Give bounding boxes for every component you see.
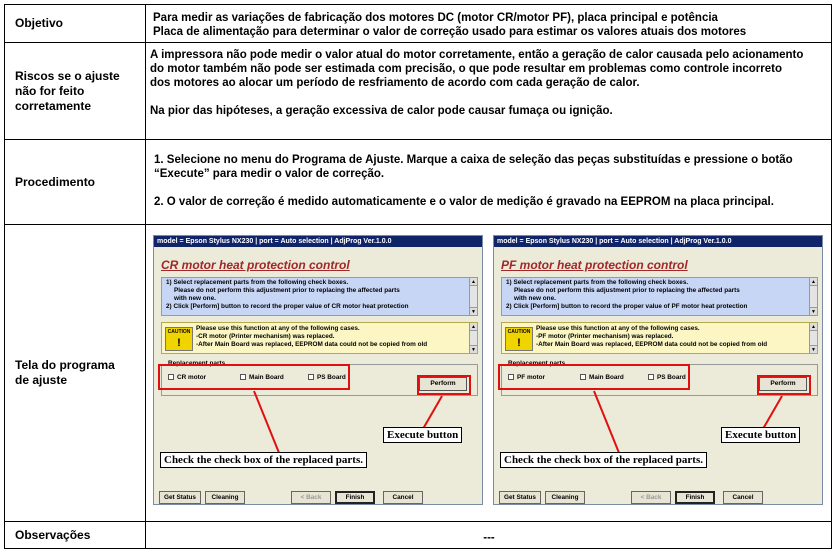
procedimento-step1: 1. Selecione no menu do Programa de Ajuste. Marque a caixa de seleção das peças substituídas e pressione o botão [154, 154, 793, 166]
content-observacoes [147, 522, 831, 548]
caution-label: CAUTION [507, 329, 531, 335]
objetivo-line: Para medir as variações de fabricação dos motores DC (motor CR/motor PF), placa principal e potência [153, 12, 718, 24]
row-tela [5, 225, 831, 522]
checkbox-label: Main Board [589, 374, 624, 381]
execute-callout: Execute button [383, 427, 462, 443]
procedimento-step2: 2. O valor de correção é medido automaticamente e o valor de medição é gravado na EEPROM na placa principal. [154, 196, 774, 208]
scroll-up-icon[interactable]: ▲ [811, 324, 816, 330]
caution-line: Please use this function at any of the following cases. [536, 325, 700, 332]
checkbox-label: Main Board [249, 374, 284, 381]
content-objetivo [147, 5, 831, 42]
dialog-title: CR motor heat protection control [161, 258, 350, 272]
content-tela [147, 225, 831, 521]
objetivo-line: Placa de alimentação para determinar o valor de correção usado para estimar os valores atuais dos motores [153, 26, 747, 38]
instruction-line: Please do not perform this adjustment prior to replacing the affected parts [174, 287, 400, 294]
back-button[interactable]: < Back [631, 491, 671, 504]
instruction-line: Please do not perform this adjustment prior to replacing the affected parts [514, 287, 740, 294]
caution-box [161, 322, 478, 354]
instruction-line: 2) Click [Perform] button to record the proper value of CR motor heat protection [166, 303, 409, 310]
caution-box [501, 322, 818, 354]
highlight-checkboxes [498, 364, 690, 390]
cleaning-button[interactable]: Cleaning [545, 491, 585, 504]
back-button[interactable]: < Back [291, 491, 331, 504]
checkbox-label: PS Board [657, 374, 686, 381]
scroll-up-icon[interactable]: ▲ [811, 279, 816, 285]
tela-label-line: de ajuste [15, 373, 68, 387]
procedimento-step1: “Execute” para medir o valor de correção. [154, 168, 385, 180]
label-tela [5, 225, 146, 521]
caution-text [536, 325, 767, 349]
highlight-checkboxes [158, 364, 350, 390]
adjustment-dialog-pf [493, 235, 823, 505]
instruction-line: 2) Click [Perform] button to record the proper value of PF motor heat protection [506, 303, 748, 310]
highlight-perform [757, 375, 811, 395]
riscos-extra: Na pior das hipóteses, a geração excessiva de calor pode causar fumaça ou ignição. [150, 105, 613, 117]
riscos-label-line: corretamente [15, 98, 92, 113]
row-objetivo [5, 5, 831, 43]
get-status-button[interactable]: Get Status [159, 491, 201, 504]
instructions-box [161, 277, 478, 316]
content-riscos [147, 43, 831, 139]
caution-label: CAUTION [167, 329, 191, 335]
caution-line: -After Main Board was replaced, EEPROM data could not be copied from old [196, 341, 428, 348]
highlight-perform [417, 375, 471, 395]
perform-button[interactable]: Perform [419, 377, 467, 391]
checkbox-label: PF motor [517, 374, 546, 381]
caution-icon [505, 327, 533, 351]
cancel-button[interactable]: Cancel [383, 491, 423, 504]
checkbox-label: PS Board [317, 374, 346, 381]
cleaning-button[interactable]: Cleaning [205, 491, 245, 504]
perform-button[interactable]: Perform [759, 377, 807, 391]
instructions-box [501, 277, 818, 316]
riscos-line: A impressora não pode medir o valor atual do motor corretamente, então a geração de calor causada pelo acionamento [150, 49, 804, 61]
group-label: Replacement parts [168, 360, 226, 367]
procedure-table [4, 4, 832, 549]
row-riscos [5, 43, 831, 140]
row-observacoes [5, 522, 831, 548]
finish-button[interactable]: Finish [675, 491, 715, 504]
finish-button[interactable]: Finish [335, 491, 375, 504]
dialog-titlebar: model = Epson Stylus NX230 | port = Auto selection | AdjProg Ver.1.0.0 [154, 236, 482, 247]
scroll-down-icon[interactable]: ▼ [811, 309, 816, 315]
scroll-up-icon[interactable]: ▲ [471, 324, 476, 330]
instruction-line: with new one. [514, 295, 556, 302]
scrollbar[interactable] [469, 278, 477, 315]
content-procedimento [147, 140, 831, 224]
label-objetivo: Objetivo [5, 5, 146, 42]
riscos-label-line: Riscos se o ajuste [15, 68, 120, 83]
instruction-line: with new one. [174, 295, 216, 302]
riscos-label-line: não for feito [15, 83, 85, 98]
label-observacoes: Observações [5, 522, 146, 548]
pointer-line [593, 391, 620, 455]
scrollbar[interactable] [809, 278, 817, 315]
dialog-title: PF motor heat protection control [501, 258, 688, 272]
caution-icon [165, 327, 193, 351]
checkbox-label: CR motor [177, 374, 207, 381]
scroll-down-icon[interactable]: ▼ [471, 347, 476, 353]
exclamation-icon: ! [177, 337, 181, 349]
instruction-line: 1) Select replacement parts from the following check boxes. [506, 279, 689, 286]
tela-label-line: Tela do programa [15, 358, 115, 372]
caution-line: -After Main Board was replaced, EEPROM data could not be copied from old [536, 341, 768, 348]
exclamation-icon: ! [517, 337, 521, 349]
dialog-titlebar: model = Epson Stylus NX230 | port = Auto selection | AdjProg Ver.1.0.0 [494, 236, 822, 247]
row-procedimento [5, 140, 831, 225]
pointer-line [762, 396, 783, 430]
pointer-line [422, 396, 443, 430]
adjustment-dialog-cr [153, 235, 483, 505]
caution-line: Please use this function at any of the following cases. [196, 325, 360, 332]
scroll-down-icon[interactable]: ▼ [811, 347, 816, 353]
pointer-line [253, 391, 280, 455]
execute-callout: Execute button [721, 427, 800, 443]
riscos-line: do motor também não pode ser estimada com precisão, o que pode resultar em problemas como controle incorreto [150, 63, 783, 75]
scroll-up-icon[interactable]: ▲ [471, 279, 476, 285]
group-label: Replacement parts [508, 360, 566, 367]
label-riscos [5, 43, 146, 139]
instruction-line: 1) Select replacement parts from the following check boxes. [166, 279, 349, 286]
scrollbar[interactable] [809, 323, 817, 353]
label-procedimento: Procedimento [5, 140, 146, 224]
caution-line: -CR motor (Printer mechanism) was replaced. [196, 333, 335, 340]
scroll-down-icon[interactable]: ▼ [471, 309, 476, 315]
observacoes-value: --- [483, 532, 495, 544]
cancel-button[interactable]: Cancel [723, 491, 763, 504]
caution-text [196, 325, 427, 349]
get-status-button[interactable]: Get Status [499, 491, 541, 504]
check-callout: Check the check box of the replaced parts. [160, 452, 367, 468]
check-callout: Check the check box of the replaced parts. [500, 452, 707, 468]
scrollbar[interactable] [469, 323, 477, 353]
caution-line: -PF motor (Printer mechanism) was replaced. [536, 333, 674, 340]
riscos-line: dos motores ao alocar um período de resfriamento de acordo com cada geração de calor. [150, 77, 640, 89]
